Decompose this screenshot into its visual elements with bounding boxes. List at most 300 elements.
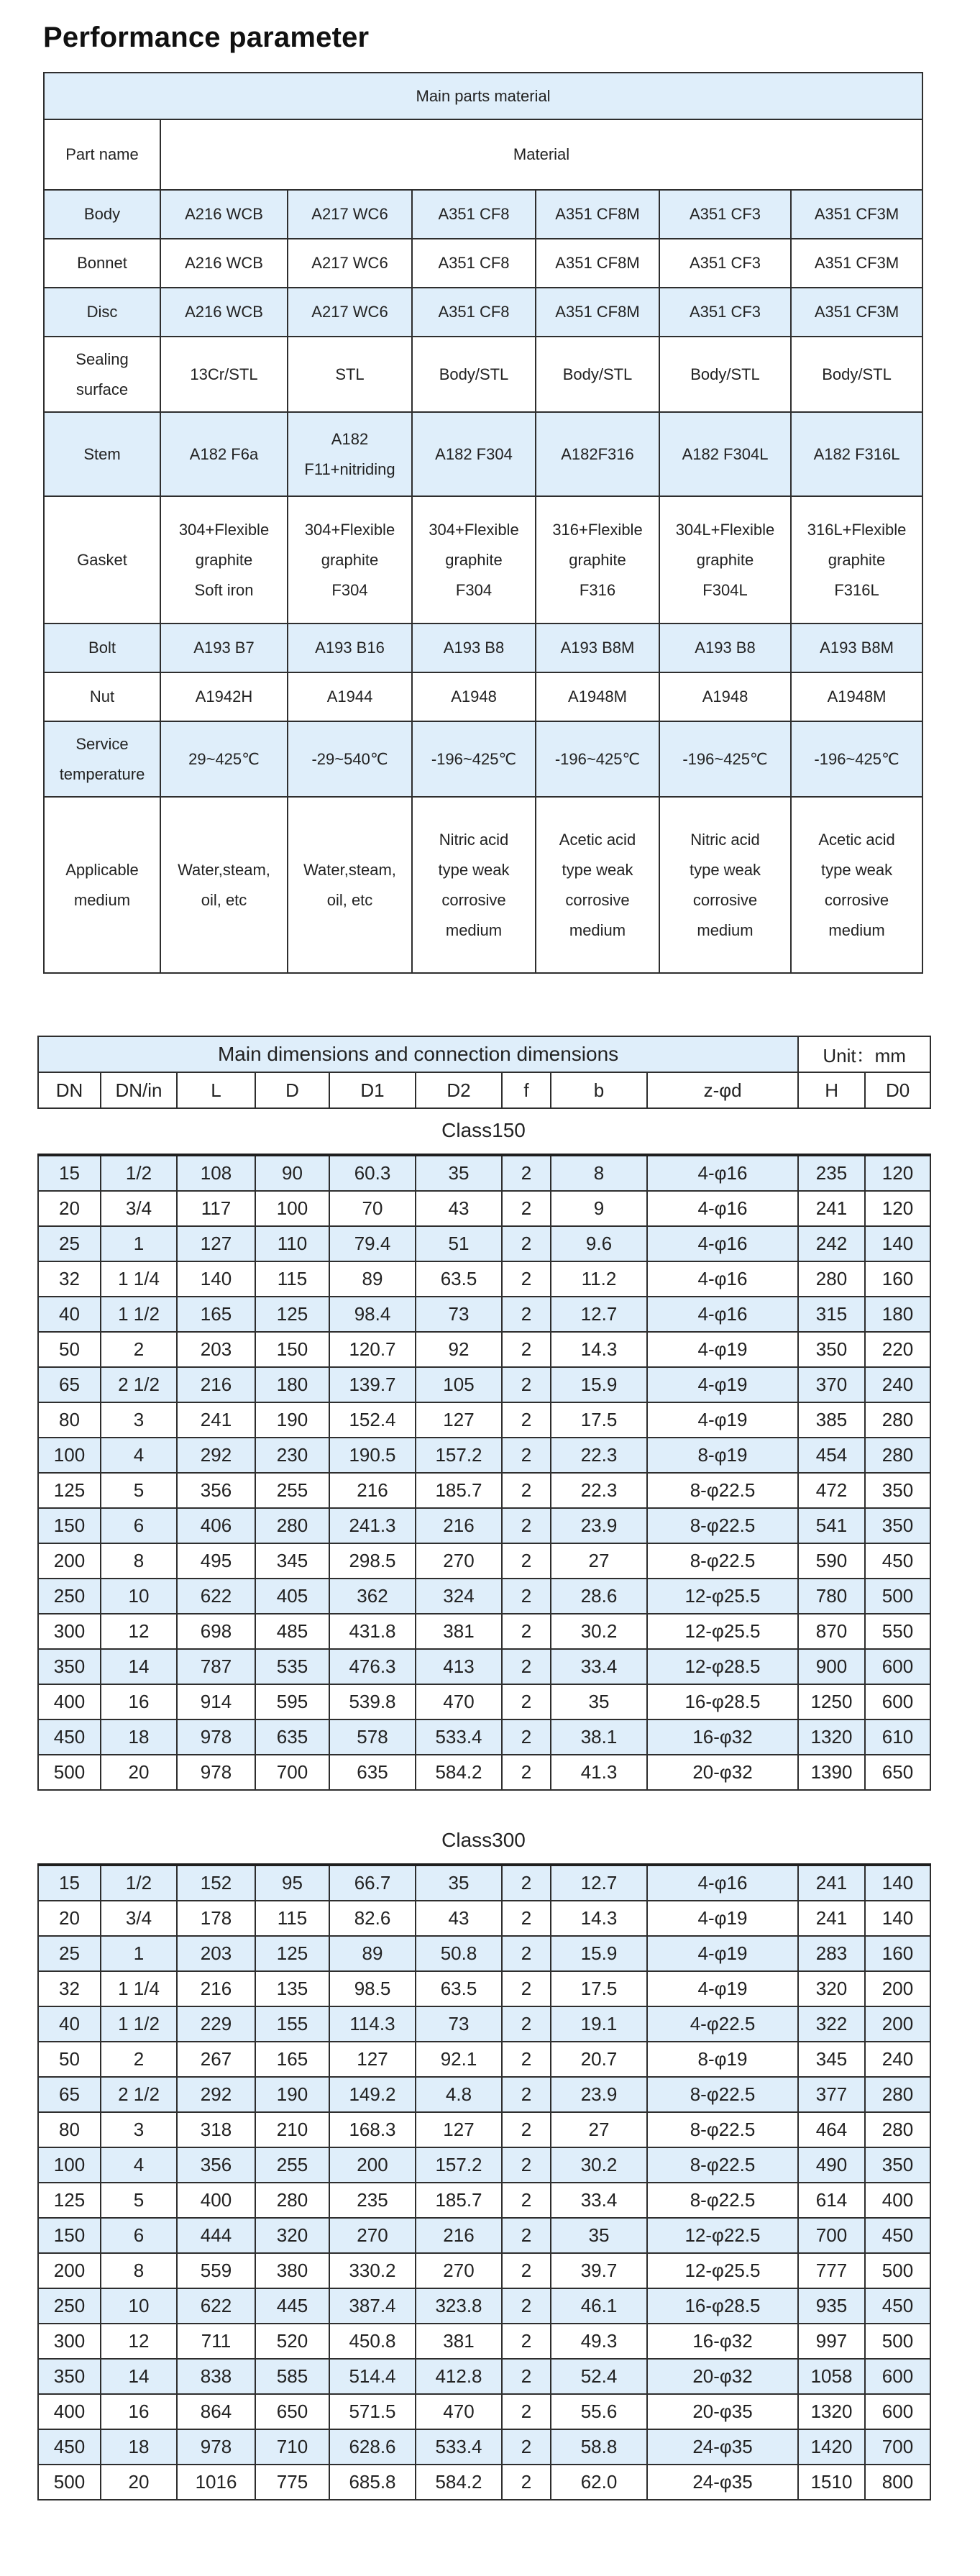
table-cell: 50 xyxy=(38,1332,101,1367)
material-cell-line: A1948 xyxy=(702,688,748,705)
table-cell: 185.7 xyxy=(416,1473,502,1508)
table-cell: 322 xyxy=(798,2006,865,2042)
table-cell: 614 xyxy=(798,2183,865,2218)
page-title: Performance parameter xyxy=(43,22,370,53)
table-cell: 10 xyxy=(101,2288,177,2324)
table-cell: 230 xyxy=(255,1438,329,1473)
material-cell xyxy=(659,496,791,624)
table-cell: 20-φ32 xyxy=(647,1755,798,1790)
table-cell: 400 xyxy=(865,2183,930,2218)
unit-label: Unit：mm xyxy=(798,1036,930,1072)
table-cell: 255 xyxy=(255,1473,329,1508)
material-cell xyxy=(791,672,922,721)
table-cell: 165 xyxy=(255,2042,329,2077)
table-cell: 120 xyxy=(865,1191,930,1226)
material-cell-line: A1948M xyxy=(827,688,887,705)
table-cell: 514.4 xyxy=(329,2359,416,2394)
table-cell: 350 xyxy=(798,1332,865,1367)
table-cell: 450 xyxy=(865,2218,930,2253)
table-cell: 8-φ22.5 xyxy=(647,2183,798,2218)
table-cell: 70 xyxy=(329,1191,416,1226)
table-cell: 4 xyxy=(101,2147,177,2183)
table-cell: 65 xyxy=(38,2077,101,2112)
table-cell: 18 xyxy=(101,2429,177,2465)
part-name-line: Sealing xyxy=(75,350,129,368)
table-cell: 22.3 xyxy=(551,1473,647,1508)
table-cell: 4 xyxy=(101,1438,177,1473)
table-cell: 387.4 xyxy=(329,2288,416,2324)
table-cell: 300 xyxy=(38,2324,101,2359)
material-cell xyxy=(791,721,922,797)
table-cell: 125 xyxy=(255,1936,329,1971)
table-cell: 241 xyxy=(177,1402,255,1438)
table-cell: 14.3 xyxy=(551,1332,647,1367)
table-cell: 114.3 xyxy=(329,2006,416,2042)
table-cell: 2 xyxy=(502,1438,551,1473)
material-cell-line: A193 B16 xyxy=(315,639,385,657)
table-cell: 2 1/2 xyxy=(101,2077,177,2112)
table-cell: 12-φ28.5 xyxy=(647,1649,798,1684)
table-cell: 60.3 xyxy=(329,1155,416,1191)
table-cell: 16-φ32 xyxy=(647,2324,798,2359)
material-cell-line: A351 CF3M xyxy=(814,303,899,321)
table-cell: 82.6 xyxy=(329,1901,416,1936)
table-cell: 80 xyxy=(38,1402,101,1438)
table-cell: 2 xyxy=(502,2218,551,2253)
material-cell-line: 13Cr/STL xyxy=(190,365,258,383)
table-cell: 178 xyxy=(177,1901,255,1936)
table-cell: 1420 xyxy=(798,2429,865,2465)
table-cell: 350 xyxy=(865,1473,930,1508)
table-row xyxy=(38,1649,930,1684)
material-cell-line: A1942H xyxy=(195,688,253,705)
table-cell: 19.1 xyxy=(551,2006,647,2042)
table-cell: 5 xyxy=(101,1473,177,1508)
table-row xyxy=(38,2112,930,2147)
part-name-cell xyxy=(44,797,160,973)
table-cell: 241.3 xyxy=(329,1508,416,1543)
table-cell: 150 xyxy=(38,1508,101,1543)
table-cell: 242 xyxy=(798,1226,865,1261)
table-cell: 292 xyxy=(177,1438,255,1473)
table-cell: 127 xyxy=(416,1402,502,1438)
table-cell: 39.7 xyxy=(551,2253,647,2288)
table-cell: 914 xyxy=(177,1684,255,1719)
table-cell: 2 xyxy=(502,2006,551,2042)
table-cell: 210 xyxy=(255,2112,329,2147)
table-cell: 700 xyxy=(798,2218,865,2253)
table-cell: 997 xyxy=(798,2324,865,2359)
table-row xyxy=(38,2253,930,2288)
table-cell: 20 xyxy=(101,1755,177,1790)
column-header: DN xyxy=(38,1072,101,1108)
table-cell: 600 xyxy=(865,1684,930,1719)
column-header: H xyxy=(798,1072,865,1108)
table-cell: 710 xyxy=(255,2429,329,2465)
material-cell-line: A182 F6a xyxy=(189,444,259,463)
table-cell: 18 xyxy=(101,1719,177,1755)
table-cell: 476.3 xyxy=(329,1649,416,1684)
table-cell: 16-φ28.5 xyxy=(647,1684,798,1719)
material-cell-line: -196~425℃ xyxy=(682,749,768,768)
table-cell: 250 xyxy=(38,2288,101,2324)
material-cell-line: A182 F304L xyxy=(682,444,769,463)
material-cell-line: type weak xyxy=(821,860,893,879)
material-cell xyxy=(288,672,412,721)
table-cell: 216 xyxy=(416,2218,502,2253)
table-cell: 180 xyxy=(255,1367,329,1402)
table-cell: 1/2 xyxy=(101,1155,177,1191)
material-cell xyxy=(791,797,922,973)
table-cell: 2 xyxy=(502,2429,551,2465)
material-cell xyxy=(288,412,412,496)
table-cell: 32 xyxy=(38,1261,101,1297)
column-header: D0 xyxy=(865,1072,930,1108)
material-row xyxy=(44,672,922,721)
table-cell: 14 xyxy=(101,1649,177,1684)
table-cell: 323.8 xyxy=(416,2288,502,2324)
material-cell-line: 316L+Flexible xyxy=(807,520,907,539)
materials-table xyxy=(43,72,923,974)
table-cell: 838 xyxy=(177,2359,255,2394)
table-cell: 8 xyxy=(551,1155,647,1191)
part-name-cell xyxy=(44,496,160,624)
table-cell: 1016 xyxy=(177,2465,255,2500)
table-cell: 1/2 xyxy=(101,1865,177,1901)
material-row xyxy=(44,239,922,288)
part-name-line: Nut xyxy=(89,688,115,705)
table-cell: 149.2 xyxy=(329,2077,416,2112)
part-name-line: Stem xyxy=(83,444,121,463)
material-cell-line: medium xyxy=(828,921,885,939)
material-cell xyxy=(791,624,922,672)
table-cell: 350 xyxy=(38,1649,101,1684)
material-cell xyxy=(288,288,412,337)
material-cell xyxy=(160,337,288,412)
table-cell: 2 xyxy=(502,2077,551,2112)
table-cell: 711 xyxy=(177,2324,255,2359)
table-cell: 2 1/2 xyxy=(101,1367,177,1402)
table-cell: 864 xyxy=(177,2394,255,2429)
table-cell: 1 1/2 xyxy=(101,1297,177,1332)
material-cell xyxy=(412,624,536,672)
table-cell: 200 xyxy=(865,1971,930,2006)
material-row xyxy=(44,190,922,239)
table-cell: 12-φ22.5 xyxy=(647,2218,798,2253)
table-row xyxy=(38,1614,930,1649)
table-cell: 115 xyxy=(255,1261,329,1297)
table-cell: 4-φ19 xyxy=(647,1367,798,1402)
part-name-line: Service xyxy=(75,734,129,753)
table-cell: 650 xyxy=(865,1755,930,1790)
table-row xyxy=(38,1579,930,1614)
table-cell: 8-φ22.5 xyxy=(647,2147,798,2183)
table-cell: 38.1 xyxy=(551,1719,647,1755)
table-cell: 2 xyxy=(502,1579,551,1614)
table-row xyxy=(38,1332,930,1367)
table-cell: 152.4 xyxy=(329,1402,416,1438)
table-cell: 127 xyxy=(416,2112,502,2147)
material-cell xyxy=(288,797,412,973)
part-name-cell xyxy=(44,672,160,721)
table-cell: 140 xyxy=(865,1226,930,1261)
material-cell-line: A216 WCB xyxy=(185,254,263,272)
table-row xyxy=(38,2183,930,2218)
table-cell: 8-φ19 xyxy=(647,1438,798,1473)
table-cell: 89 xyxy=(329,1936,416,1971)
material-cell xyxy=(536,337,659,412)
table-cell: 470 xyxy=(416,1684,502,1719)
table-cell: 139.7 xyxy=(329,1367,416,1402)
table-cell: 550 xyxy=(865,1614,930,1649)
table-cell: 9.6 xyxy=(551,1226,647,1261)
table-cell: 610 xyxy=(865,1719,930,1755)
materials-caption: Main parts material xyxy=(44,73,922,119)
table-cell: 33.4 xyxy=(551,1649,647,1684)
column-header: f xyxy=(502,1072,551,1108)
table-cell: 2 xyxy=(502,1191,551,1226)
table-cell: 14.3 xyxy=(551,1901,647,1936)
table-cell: 200 xyxy=(865,2006,930,2042)
table-cell: 12.7 xyxy=(551,1865,647,1901)
table-cell: 100 xyxy=(38,2147,101,2183)
table-row xyxy=(38,2359,930,2394)
material-cell-line: A217 WC6 xyxy=(311,254,388,272)
material-cell xyxy=(659,337,791,412)
table-cell: 2 xyxy=(502,1155,551,1191)
material-cell-line: A351 CF8M xyxy=(555,254,640,272)
material-cell-line: Body/STL xyxy=(822,365,892,383)
table-cell: 320 xyxy=(255,2218,329,2253)
dimensions-header-table xyxy=(37,1036,931,1109)
table-cell: 2 xyxy=(502,1543,551,1579)
material-cell-line: 316+Flexible xyxy=(552,520,643,539)
material-cell-line: F316 xyxy=(579,580,616,599)
table-cell: 2 xyxy=(502,2324,551,2359)
table-row xyxy=(38,1226,930,1261)
material-cell xyxy=(659,721,791,797)
column-header: D2 xyxy=(416,1072,502,1108)
material-cell xyxy=(659,412,791,496)
table-cell: 350 xyxy=(38,2359,101,2394)
table-cell: 2 xyxy=(502,1297,551,1332)
table-cell: 63.5 xyxy=(416,1971,502,2006)
table-cell: 2 xyxy=(502,1684,551,1719)
material-cell-line: Body/STL xyxy=(690,365,760,383)
table-cell: 216 xyxy=(329,1473,416,1508)
table-cell: 241 xyxy=(798,1865,865,1901)
table-cell: 1390 xyxy=(798,1755,865,1790)
material-cell xyxy=(659,797,791,973)
table-cell: 180 xyxy=(865,1297,930,1332)
table-cell: 450 xyxy=(865,2288,930,2324)
material-cell-line: graphite xyxy=(195,550,253,569)
table-cell: 470 xyxy=(416,2394,502,2429)
material-cell xyxy=(160,288,288,337)
material-cell xyxy=(160,190,288,239)
table-cell: 787 xyxy=(177,1649,255,1684)
table-cell: 280 xyxy=(798,1261,865,1297)
table-cell: 12 xyxy=(101,1614,177,1649)
table-row xyxy=(38,1473,930,1508)
table-row xyxy=(38,1936,930,1971)
table-cell: 8 xyxy=(101,2253,177,2288)
table-row xyxy=(38,1508,930,1543)
material-cell-line: Acetic acid xyxy=(559,830,636,849)
table-cell: 270 xyxy=(329,2218,416,2253)
table-cell: 406 xyxy=(177,1508,255,1543)
material-cell-line: A351 CF3 xyxy=(689,254,761,272)
table-cell: 4-φ22.5 xyxy=(647,2006,798,2042)
material-cell-line: A216 WCB xyxy=(185,303,263,321)
material-cell xyxy=(536,797,659,973)
table-cell: 1 1/4 xyxy=(101,1261,177,1297)
table-cell: 20 xyxy=(38,1901,101,1936)
table-cell: 79.4 xyxy=(329,1226,416,1261)
table-cell: 50 xyxy=(38,2042,101,2077)
table-cell: 280 xyxy=(865,2077,930,2112)
material-cell xyxy=(536,624,659,672)
table-cell: 400 xyxy=(38,1684,101,1719)
material-cell-line: corrosive xyxy=(565,890,630,909)
table-cell: 1058 xyxy=(798,2359,865,2394)
material-cell-line: A182 F304 xyxy=(435,444,513,463)
table-row xyxy=(38,2465,930,2500)
table-cell: 283 xyxy=(798,1936,865,1971)
table-cell: 2 xyxy=(502,1865,551,1901)
part-name-cell xyxy=(44,239,160,288)
table-cell: 900 xyxy=(798,1649,865,1684)
table-cell: 635 xyxy=(255,1719,329,1755)
table-cell: 152 xyxy=(177,1865,255,1901)
table-cell: 2 xyxy=(502,2288,551,2324)
table-cell: 4-φ16 xyxy=(647,1226,798,1261)
table-cell: 870 xyxy=(798,1614,865,1649)
table-cell: 2 xyxy=(502,2147,551,2183)
table-cell: 135 xyxy=(255,1971,329,2006)
table-cell: 324 xyxy=(416,1579,502,1614)
material-cell-line: STL xyxy=(335,365,365,383)
material-cell-line: 29~425℃ xyxy=(188,749,260,768)
material-cell-line: 304L+Flexible xyxy=(675,520,775,539)
table-cell: 628.6 xyxy=(329,2429,416,2465)
table-cell: 280 xyxy=(865,1402,930,1438)
table-cell: 216 xyxy=(416,1508,502,1543)
table-cell: 203 xyxy=(177,1332,255,1367)
table-cell: 1320 xyxy=(798,1719,865,1755)
material-cell-line: Acetic acid xyxy=(818,830,895,849)
material-cell-line: corrosive xyxy=(824,890,889,909)
table-cell: 150 xyxy=(38,2218,101,2253)
table-cell: 157.2 xyxy=(416,1438,502,1473)
table-cell: 535 xyxy=(255,1649,329,1684)
table-cell: 978 xyxy=(177,1719,255,1755)
material-cell xyxy=(412,496,536,624)
table-cell: 6 xyxy=(101,2218,177,2253)
table-cell: 2 xyxy=(502,1971,551,2006)
table-cell: 500 xyxy=(38,2465,101,2500)
table-cell: 4-φ16 xyxy=(647,1155,798,1191)
table-cell: 220 xyxy=(865,1332,930,1367)
table-cell: 17.5 xyxy=(551,1402,647,1438)
part-name-line: Applicable xyxy=(65,860,139,879)
material-cell-line: oil, etc xyxy=(201,890,247,909)
table-cell: 539.8 xyxy=(329,1684,416,1719)
material-cell-line: 304+Flexible xyxy=(178,520,270,539)
table-cell: 698 xyxy=(177,1614,255,1649)
material-cell-line: A351 CF8 xyxy=(438,254,510,272)
part-name-cell xyxy=(44,288,160,337)
table-cell: 4-φ19 xyxy=(647,1971,798,2006)
material-cell-line: -29~540℃ xyxy=(311,749,388,768)
material-cell-line: A1948M xyxy=(568,688,627,705)
table-cell: 12-φ25.5 xyxy=(647,2253,798,2288)
table-row xyxy=(38,1543,930,1579)
table-cell: 330.2 xyxy=(329,2253,416,2288)
table-cell: 33.4 xyxy=(551,2183,647,2218)
table-row xyxy=(38,1297,930,1332)
table-cell: 155 xyxy=(255,2006,329,2042)
table-cell: 700 xyxy=(255,1755,329,1790)
table-cell: 241 xyxy=(798,1191,865,1226)
table-row xyxy=(38,1719,930,1755)
table-cell: 450.8 xyxy=(329,2324,416,2359)
material-cell xyxy=(536,190,659,239)
table-cell: 454 xyxy=(798,1438,865,1473)
material-cell xyxy=(412,672,536,721)
material-row xyxy=(44,496,922,624)
table-row xyxy=(38,1367,930,1402)
material-cell xyxy=(791,288,922,337)
table-cell: 125 xyxy=(255,1297,329,1332)
material-cell xyxy=(412,412,536,496)
material-cell-line: medium xyxy=(697,921,754,939)
material-cell xyxy=(791,496,922,624)
table-row xyxy=(38,1684,930,1719)
material-cell-line: A193 B7 xyxy=(193,639,255,657)
material-cell xyxy=(412,797,536,973)
part-name-line: temperature xyxy=(59,764,145,783)
table-cell: 43 xyxy=(416,1901,502,1936)
table-cell: 520 xyxy=(255,2324,329,2359)
table-cell: 267 xyxy=(177,2042,255,2077)
table-cell: 20.7 xyxy=(551,2042,647,2077)
table-cell: 4-φ19 xyxy=(647,1901,798,1936)
material-cell-line: F316L xyxy=(834,580,879,599)
table-cell: 30.2 xyxy=(551,1614,647,1649)
table-cell: 125 xyxy=(38,1473,101,1508)
table-cell: 35 xyxy=(551,2218,647,2253)
table-cell: 235 xyxy=(798,1155,865,1191)
material-cell-line: Body/STL xyxy=(439,365,509,383)
material-cell xyxy=(791,239,922,288)
table-cell: 15 xyxy=(38,1865,101,1901)
material-cell xyxy=(536,412,659,496)
part-name-line: Disc xyxy=(86,303,118,321)
material-cell xyxy=(412,239,536,288)
material-cell-line: -196~425℃ xyxy=(554,749,641,768)
table-cell: 3 xyxy=(101,2112,177,2147)
table-cell: 28.6 xyxy=(551,1579,647,1614)
table-cell: 571.5 xyxy=(329,2394,416,2429)
table-cell: 315 xyxy=(798,1297,865,1332)
material-row xyxy=(44,797,922,973)
column-header: b xyxy=(551,1072,647,1108)
table-cell: 100 xyxy=(38,1438,101,1473)
table-cell: 775 xyxy=(255,2465,329,2500)
table-row xyxy=(38,1155,930,1191)
table-cell: 35 xyxy=(416,1155,502,1191)
